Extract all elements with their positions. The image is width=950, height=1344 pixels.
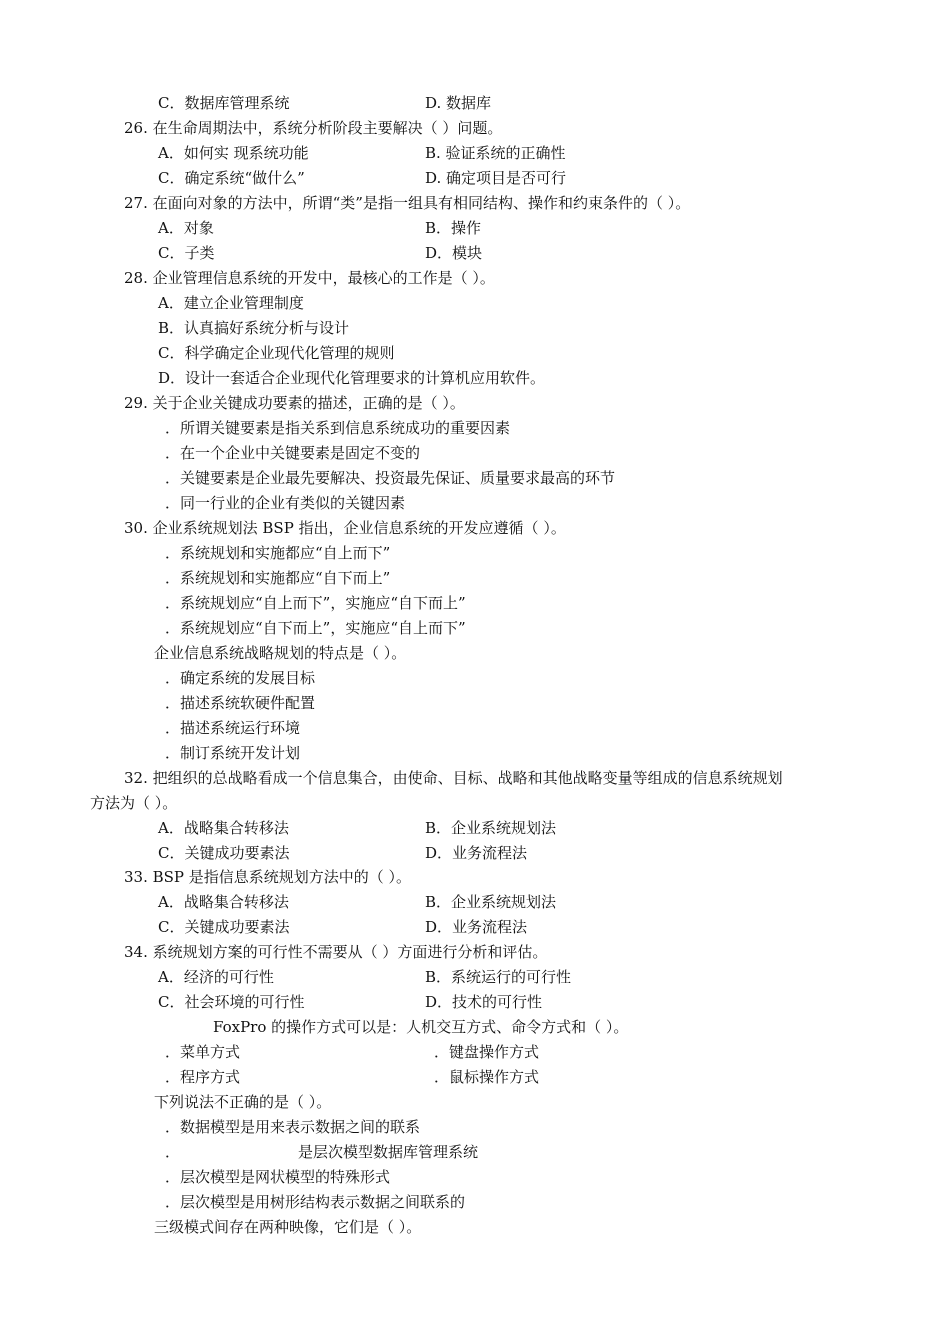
text-line: 27. 在面向对象的方法中，所谓“类”是指一组具有相同结构、操作和约束条件的（ ）。 — [124, 194, 691, 212]
text-line: 下列说法不正确的是（ ）。 — [154, 1093, 332, 1111]
text-line: A．战略集合转移法 — [158, 819, 289, 837]
text-line: ．确定系统的发展目标 — [165, 669, 316, 687]
text-line: D．业务流程法 — [425, 844, 528, 862]
text-line: C．科学确定企业现代化管理的规则 — [158, 344, 395, 362]
text-line: B．企业系统规划法 — [425, 819, 557, 837]
text-line: B. 验证系统的正确性 — [425, 144, 566, 162]
text-line: B．企业系统规划法 — [425, 893, 557, 911]
text-line: ．系统规划和实施都应“自下而上” — [165, 569, 391, 587]
text-line: ．菜单方式 — [165, 1043, 241, 1061]
text-line: ．描述系统软硬件配置 — [165, 694, 316, 712]
text-line: ．鼠标操作方式 — [434, 1068, 540, 1086]
text-line: ．制订系统开发计划 — [165, 744, 301, 762]
text-line: ．层次模型是网状模型的特殊形式 — [165, 1168, 391, 1186]
text-line: A．如何实 现系统功能 — [158, 144, 309, 162]
text-line: D．技术的可行性 — [425, 993, 543, 1011]
text-line: B．系统运行的可行性 — [425, 968, 572, 986]
text-line: C．确定系统“做什么” — [158, 169, 305, 187]
text-line — [165, 1142, 478, 1162]
option-marker: ． — [165, 1143, 181, 1161]
text-line: C．关键成功要素法 — [158, 844, 290, 862]
text-line: ．层次模型是用树形结构表示数据之间联系的 — [165, 1193, 466, 1211]
text-line: ．系统规划应“自上而下”，实施应“自下而上” — [165, 594, 466, 612]
text-line: 34. 系统规划方案的可行性不需要从（ ）方面进行分析和评估。 — [124, 943, 548, 961]
text-line: ．所谓关键要素是指关系到信息系统成功的重要因素 — [165, 419, 511, 437]
text-line: ．系统规划应“自下而上”，实施应“自上而下” — [165, 619, 466, 637]
text-line: 33. BSP 是指信息系统规划方法中的（ ）。 — [124, 868, 412, 886]
text-line: C．社会环境的可行性 — [158, 993, 305, 1011]
text-line: ．程序方式 — [165, 1068, 241, 1086]
option-text: 是层次模型数据库管理系统 — [298, 1143, 479, 1161]
text-line: ．同一行业的企业有类似的关键因素 — [165, 494, 406, 512]
text-line: D．业务流程法 — [425, 918, 528, 936]
text-line: ．系统规划和实施都应“自上而下” — [165, 544, 391, 562]
text-line: 30. 企业系统规划法 BSP 指出，企业信息系统的开发应遵循（ ）。 — [124, 519, 566, 537]
text-line: 28. 企业管理信息系统的开发中，最核心的工作是（ ）。 — [124, 269, 495, 287]
text-line: B．认真搞好系统分析与设计 — [158, 319, 350, 337]
text-line: B．操作 — [425, 219, 482, 237]
text-line: 26. 在生命周期法中，系统分析阶段主要解决（ ）问题。 — [124, 119, 503, 137]
text-line: ．描述系统运行环境 — [165, 719, 301, 737]
text-line: A．建立企业管理制度 — [158, 294, 304, 312]
text-line: ．键盘操作方式 — [434, 1043, 540, 1061]
text-line: ．数据模型是用来表示数据之间的联系 — [165, 1118, 421, 1136]
text-line: A．战略集合转移法 — [158, 893, 289, 911]
text-line: ．在一个企业中关键要素是固定不变的 — [165, 444, 421, 462]
text-line: D. 数据库 — [425, 94, 492, 112]
text-line: A．经济的可行性 — [158, 968, 274, 986]
text-line: 方法为（ ）。 — [90, 794, 178, 812]
text-line: C．关键成功要素法 — [158, 918, 290, 936]
text-line: C．子类 — [158, 244, 215, 262]
text-line: 32. 把组织的总战略看成一个信息集合，由使命、目标、战略和其他战略变量等组成的信息系统规划 — [124, 769, 783, 787]
text-line: D. 确定项目是否可行 — [425, 169, 567, 187]
text-line: A．对象 — [158, 219, 214, 237]
text-line: 29. 关于企业关键成功要素的描述，正确的是（ ）。 — [124, 394, 465, 412]
text-line: C．数据库管理系统 — [158, 94, 290, 112]
text-line: FoxPro 的操作方式可以是：人机交互方式、命令方式和（ ）。 — [213, 1018, 629, 1036]
text-line: D．模块 — [425, 244, 483, 262]
text-line: 三级模式间存在两种映像，它们是（ ）。 — [154, 1218, 422, 1236]
text-line: 企业信息系统战略规划的特点是（ ）。 — [154, 644, 407, 662]
text-line: ．关键要素是企业最先要解决、投资最先保证、质量要求最高的环节 — [165, 469, 616, 487]
text-line: D．设计一套适合企业现代化管理要求的计算机应用软件。 — [158, 369, 546, 387]
